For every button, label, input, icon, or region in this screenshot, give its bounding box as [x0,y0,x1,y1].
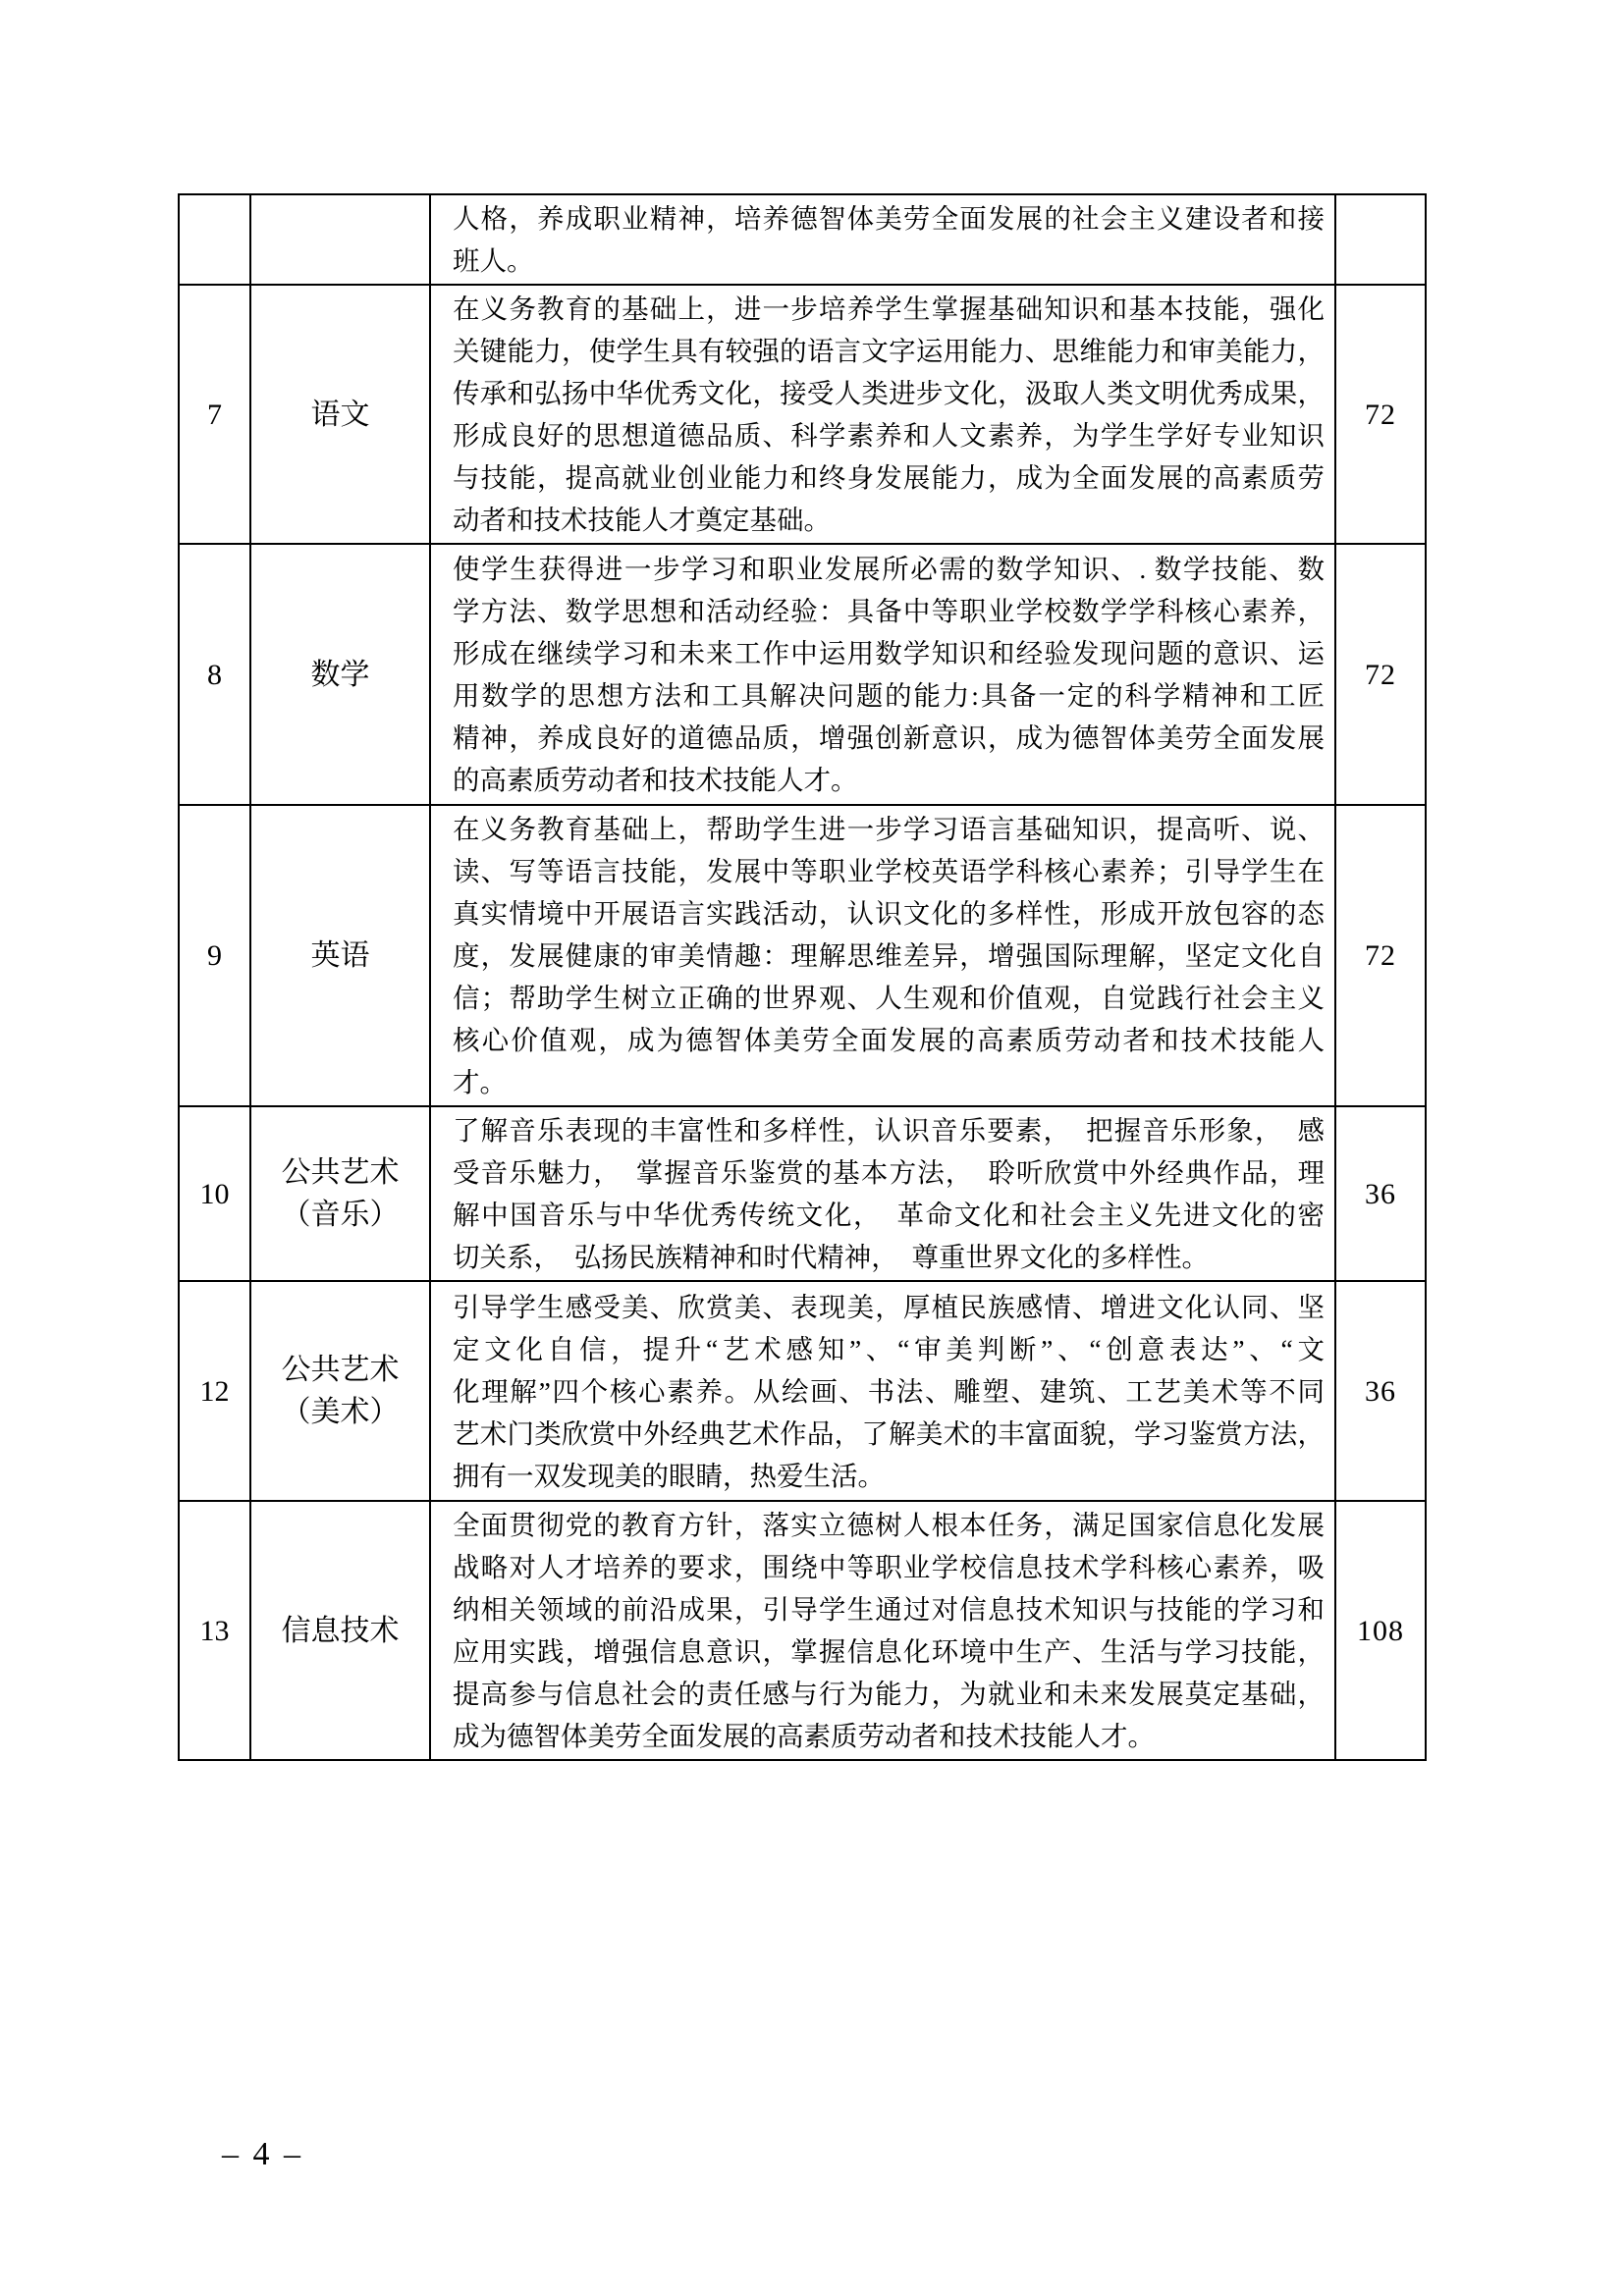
description-line: 班人。 [453,245,534,276]
description-line: 学方法、数学思想和活动经验：具备中等职业学校数学学科核心素养， [453,596,1325,626]
row-number-cell: 12 [180,1282,251,1500]
course-hours-cell: 72 [1365,939,1396,972]
row-number-cell: 10 [180,1107,251,1280]
description-line: 形成良好的思想道德品质、科学素养和人文素养，为学生学好专业知识 [453,420,1325,451]
description-line: 用数学的思想方法和工具解决问题的能力:具备一定的科学精神和工匠 [453,680,1325,711]
description-line: 应用实践，增强信息意识，掌握信息化环境中生产、生活与学习技能， [453,1636,1325,1667]
course-name-cell [251,1502,431,1759]
description-line: 引导学生感受美、欣赏美、表现美，厚植民族感情、增进文化认同、坚 [453,1291,1325,1322]
course-hours-cell: 72 [1365,658,1396,691]
description-line: 才。 [453,1067,507,1097]
table-row [180,806,1425,1107]
course-name-cell [251,1107,431,1280]
course-name-line: （美术） [281,1396,400,1428]
description-line: 解中国音乐与中华优秀传统文化， 革命文化和社会主义先进文化的密 [453,1200,1325,1230]
description-line: 化理解”四个核心素养。从绘画、书法、雕塑、建筑、工艺美术等不同 [453,1375,1325,1407]
description-line: 纳相关领域的前沿成果，引导学生通过对信息技术知识与技能的学习和 [453,1594,1325,1625]
table-row [180,1502,1425,1759]
page-number: – 4 – [222,2136,303,2172]
row-number-cell [180,195,251,284]
description-line: 精神，养成良好的道德品质，增强创新意识，成为德智体美劳全面发展 [453,722,1325,753]
table-row [180,1282,1425,1502]
course-name-cell [251,195,431,284]
course-name-cell [251,545,431,804]
course-hours-cell: 108 [1357,1614,1404,1647]
course-hours-cell: 72 [1365,398,1396,431]
description-line: 动者和技术技能人才奠定基础。 [453,505,831,535]
row-number-cell: 13 [180,1502,251,1759]
row-number-cell: 7 [180,286,251,543]
course-hours-cell: 36 [1365,1374,1396,1408]
description-line: 与技能，提高就业创业能力和终身发展能力，成为全面发展的高素质劳 [453,462,1325,493]
description-line: 拥有一双发现美的眼睛，热爱生活。 [453,1460,885,1491]
description-line: 读、写等语言技能，发展中等职业学校英语学科核心素养；引导学生在 [453,856,1325,886]
course-description-cell [431,806,1336,1105]
table-row [180,286,1425,545]
course-description-cell [431,1282,1336,1500]
description-line: 的高素质劳动者和技术技能人才。 [453,765,858,795]
description-line: 关键能力，使学生具有较强的语言文字运用能力、思维能力和审美能力， [453,336,1325,366]
description-line: 人格，养成职业精神，培养德智体美劳全面发展的社会主义建设者和接 [453,203,1325,234]
description-line: 受音乐魅力， 掌握音乐鉴赏的基本方法， 聆听欣赏中外经典作品，理 [453,1157,1325,1188]
course-description-cell [431,1502,1336,1759]
course-name-line: 语文 [310,398,370,431]
course-description-cell [431,195,1336,284]
description-line: 在义务教育的基础上，进一步培养学生掌握基础知识和基本技能，强化 [453,294,1325,324]
description-line: 成为德智体美劳全面发展的高素质劳动者和技术技能人才。 [453,1721,1155,1751]
description-line: 全面贯彻党的教育方针，落实立德树人根本任务，满足国家信息化发展 [453,1510,1325,1540]
description-line: 在义务教育基础上，帮助学生进一步学习语言基础知识，提高听、说、 [453,814,1325,844]
description-line: 形成在继续学习和未来工作中运用数学知识和经验发现问题的意识、运 [453,638,1325,668]
course-description-cell [431,286,1336,543]
course-name-line: 数学 [310,658,370,691]
course-name-line: 信息技术 [281,1614,400,1647]
description-line: 提高参与信息社会的责任感与行为能力，为就业和未来发展莫定基础， [453,1679,1325,1709]
curriculum-table [178,193,1427,1761]
course-hours-cell: 36 [1365,1177,1396,1210]
description-line: 核心价值观，成为德智体美劳全面发展的高素质劳动者和技术技能人 [453,1025,1325,1055]
course-hours-cell [1336,195,1425,284]
course-name-cell [251,286,431,543]
table-row [180,195,1425,286]
description-line: 切关系， 弘扬民族精神和时代精神， 尊重世界文化的多样性。 [453,1242,1209,1272]
row-number-cell: 9 [180,806,251,1105]
row-number-cell: 8 [180,545,251,804]
course-name-cell [251,806,431,1105]
table-row [180,545,1425,806]
description-line: 真实情境中开展语言实践活动，认识文化的多样性，形成开放包容的态 [453,898,1325,929]
description-line: 传承和弘扬中华优秀文化，接受人类进步文化，汲取人类文明优秀成果， [453,378,1325,408]
course-description-cell [431,1107,1336,1280]
description-line: 信；帮助学生树立正确的世界观、人生观和价值观，自觉践行社会主义 [453,983,1325,1013]
description-line: 使学生获得进一步学习和职业发展所必需的数学知识、. 数学技能、数 [453,554,1325,584]
course-name-cell [251,1282,431,1500]
course-name-line: 英语 [310,939,370,972]
description-line: 战略对人才培养的要求，围绕中等职业学校信息技术学科核心素养，吸 [453,1552,1325,1582]
description-line: 定文化自信，提升“艺术感知”、“审美判断”、“创意表达”、“文 [453,1333,1325,1364]
course-name-line: （音乐） [281,1199,400,1231]
course-description-cell [431,545,1336,804]
description-line: 艺术门类欣赏中外经典艺术作品，了解美术的丰富面貌，学习鉴赏方法， [453,1417,1325,1449]
description-line: 了解音乐表现的丰富性和多样性，认识音乐要素， 把握音乐形象， 感 [453,1115,1325,1146]
description-line: 度，发展健康的审美情趣：理解思维差异，增强国际理解，坚定文化自 [453,940,1325,971]
course-name-line: 公共艺术 [281,1156,400,1189]
table-row [180,1107,1425,1282]
course-name-line: 公共艺术 [281,1354,400,1386]
